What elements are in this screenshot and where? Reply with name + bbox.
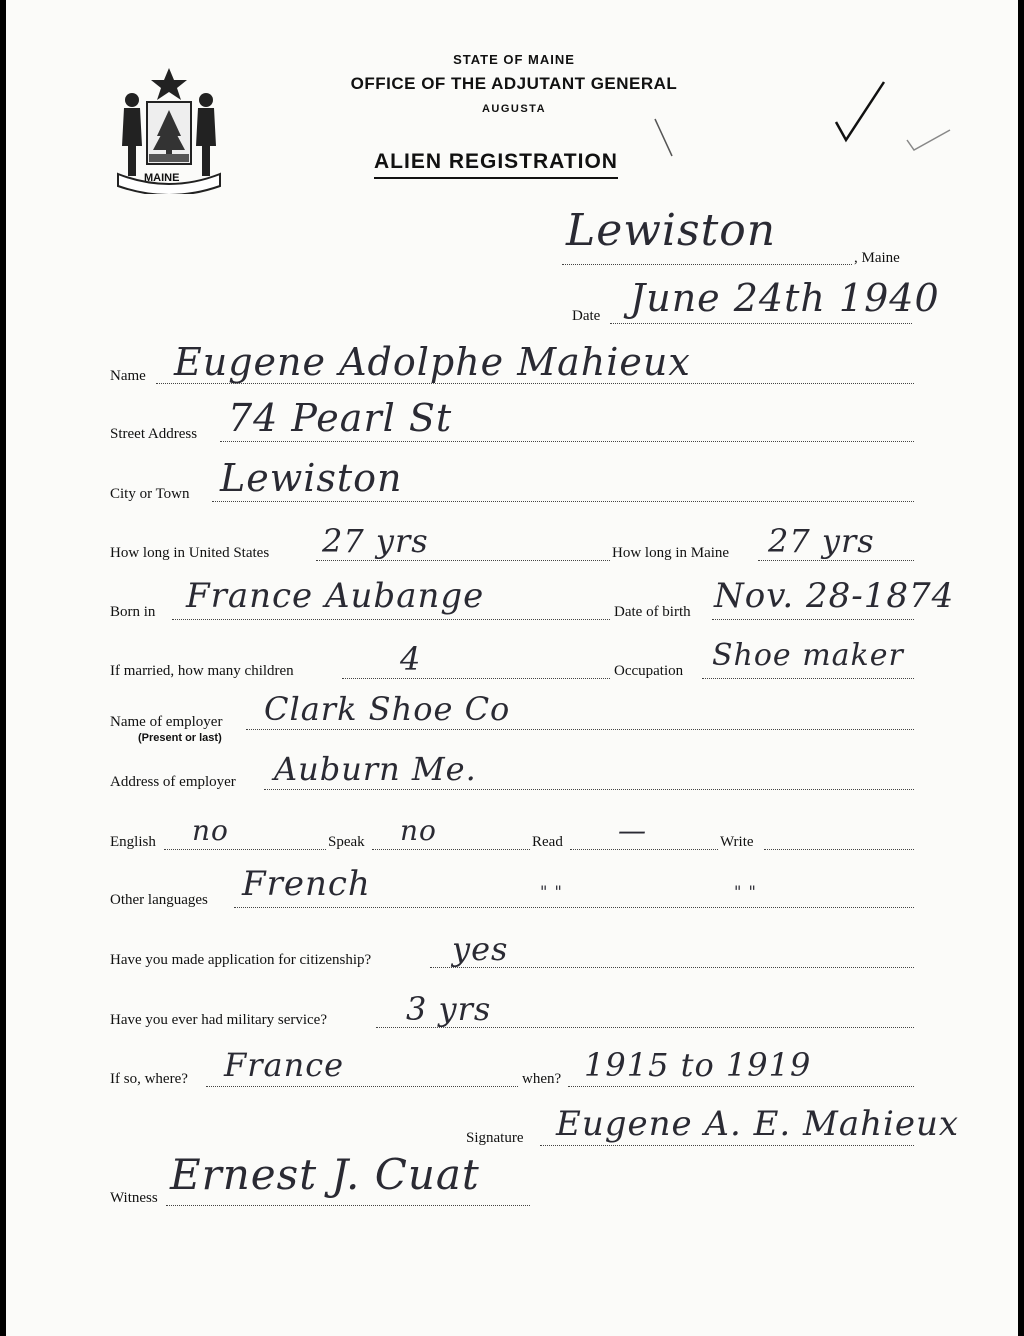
- check-mark-icon: [832, 78, 888, 144]
- children-label: If married, how many children: [110, 663, 294, 679]
- witness-line: [166, 1205, 530, 1206]
- city-label: City or Town: [110, 486, 190, 502]
- speak-line: [372, 849, 530, 850]
- read-value: —: [618, 814, 647, 847]
- dob-value: Nov. 28-1874: [714, 576, 955, 616]
- dob-line: [712, 619, 914, 620]
- signature-label: Signature: [466, 1130, 524, 1146]
- write-line: [764, 849, 914, 850]
- date-line: [610, 323, 912, 324]
- where-line: [206, 1086, 518, 1087]
- citizenship-label: Have you made application for citizenship?: [110, 952, 372, 968]
- street-label: Street Address: [110, 426, 198, 442]
- occupation-line: [702, 678, 914, 679]
- citizenship-line: [430, 967, 914, 968]
- write-label: Write: [720, 834, 754, 850]
- street-line: [220, 441, 914, 442]
- witness-value: Ernest J. Cuat: [170, 1150, 480, 1199]
- other-lang-ditto-1: " ": [540, 882, 563, 901]
- city-value: Lewiston: [220, 456, 403, 500]
- employer-value: Clark Shoe Co: [264, 690, 511, 728]
- citizenship-value: yes: [452, 930, 509, 968]
- town-line: [562, 264, 852, 265]
- dob-label: Date of birth: [614, 604, 691, 620]
- name-label: Name: [110, 368, 146, 384]
- header-state: STATE OF MAINE: [453, 52, 575, 67]
- town-value: Lewiston: [566, 205, 777, 256]
- street-value: 74 Pearl St: [228, 396, 453, 440]
- stray-mark-icon: [652, 116, 676, 160]
- other-lang-line: [234, 907, 914, 908]
- speak-label: Speak: [328, 834, 365, 850]
- emp-address-value: Auburn Me.: [274, 750, 477, 788]
- name-value: Eugene Adolphe Mahieux: [174, 340, 691, 384]
- seal-banner-text: MAINE: [144, 172, 180, 184]
- where-value: France: [224, 1046, 345, 1084]
- military-label: Have you ever had military service?: [110, 1012, 327, 1028]
- header-office: OFFICE OF THE ADJUTANT GENERAL: [350, 74, 678, 93]
- english-line: [164, 849, 326, 850]
- date-value: June 24th 1940: [630, 276, 940, 320]
- form-title: ALIEN REGISTRATION: [374, 150, 618, 179]
- when-value: 1915 to 1919: [584, 1046, 812, 1084]
- city-line: [212, 501, 914, 502]
- name-line: [156, 383, 914, 384]
- date-label: Date: [572, 308, 601, 324]
- read-line: [570, 849, 718, 850]
- signature-value: Eugene A. E. Mahieux: [556, 1104, 960, 1144]
- small-check-mark-icon: [904, 126, 954, 156]
- children-line: [342, 678, 610, 679]
- us-line: [316, 560, 610, 561]
- born-value: France Aubange: [186, 576, 485, 616]
- employer-note: (Present or last): [138, 732, 222, 744]
- maine-stay-value: 27 yrs: [768, 522, 875, 560]
- children-value: 4: [400, 640, 422, 678]
- signature-line: [540, 1145, 914, 1146]
- emp-address-label: Address of employer: [110, 774, 236, 790]
- english-value: no: [192, 814, 229, 847]
- where-label: If so, where?: [110, 1071, 188, 1087]
- military-value: 3 yrs: [406, 990, 492, 1028]
- witness-label: Witness: [110, 1190, 158, 1206]
- maine-label: , Maine: [854, 250, 900, 266]
- occupation-value: Shoe maker: [712, 638, 904, 673]
- employer-line: [246, 729, 914, 730]
- maine-stay-line: [758, 560, 914, 561]
- other-lang-value: French: [242, 864, 371, 904]
- when-label: when?: [522, 1071, 562, 1087]
- read-label: Read: [532, 834, 563, 850]
- english-label: English: [110, 834, 156, 850]
- speak-value: no: [400, 814, 437, 847]
- maine-stay-label: How long in Maine: [612, 545, 730, 561]
- born-line: [172, 619, 610, 620]
- occupation-label: Occupation: [614, 663, 684, 679]
- header-city: AUGUSTA: [481, 103, 547, 115]
- when-line: [568, 1086, 914, 1087]
- emp-address-line: [264, 789, 914, 790]
- military-line: [376, 1027, 914, 1028]
- born-label: Born in: [110, 604, 156, 620]
- other-lang-ditto-2: " ": [734, 882, 757, 901]
- us-value: 27 yrs: [322, 522, 429, 560]
- other-lang-label: Other languages: [110, 892, 208, 908]
- us-label: How long in United States: [110, 545, 270, 561]
- employer-label: Name of employer: [110, 714, 223, 730]
